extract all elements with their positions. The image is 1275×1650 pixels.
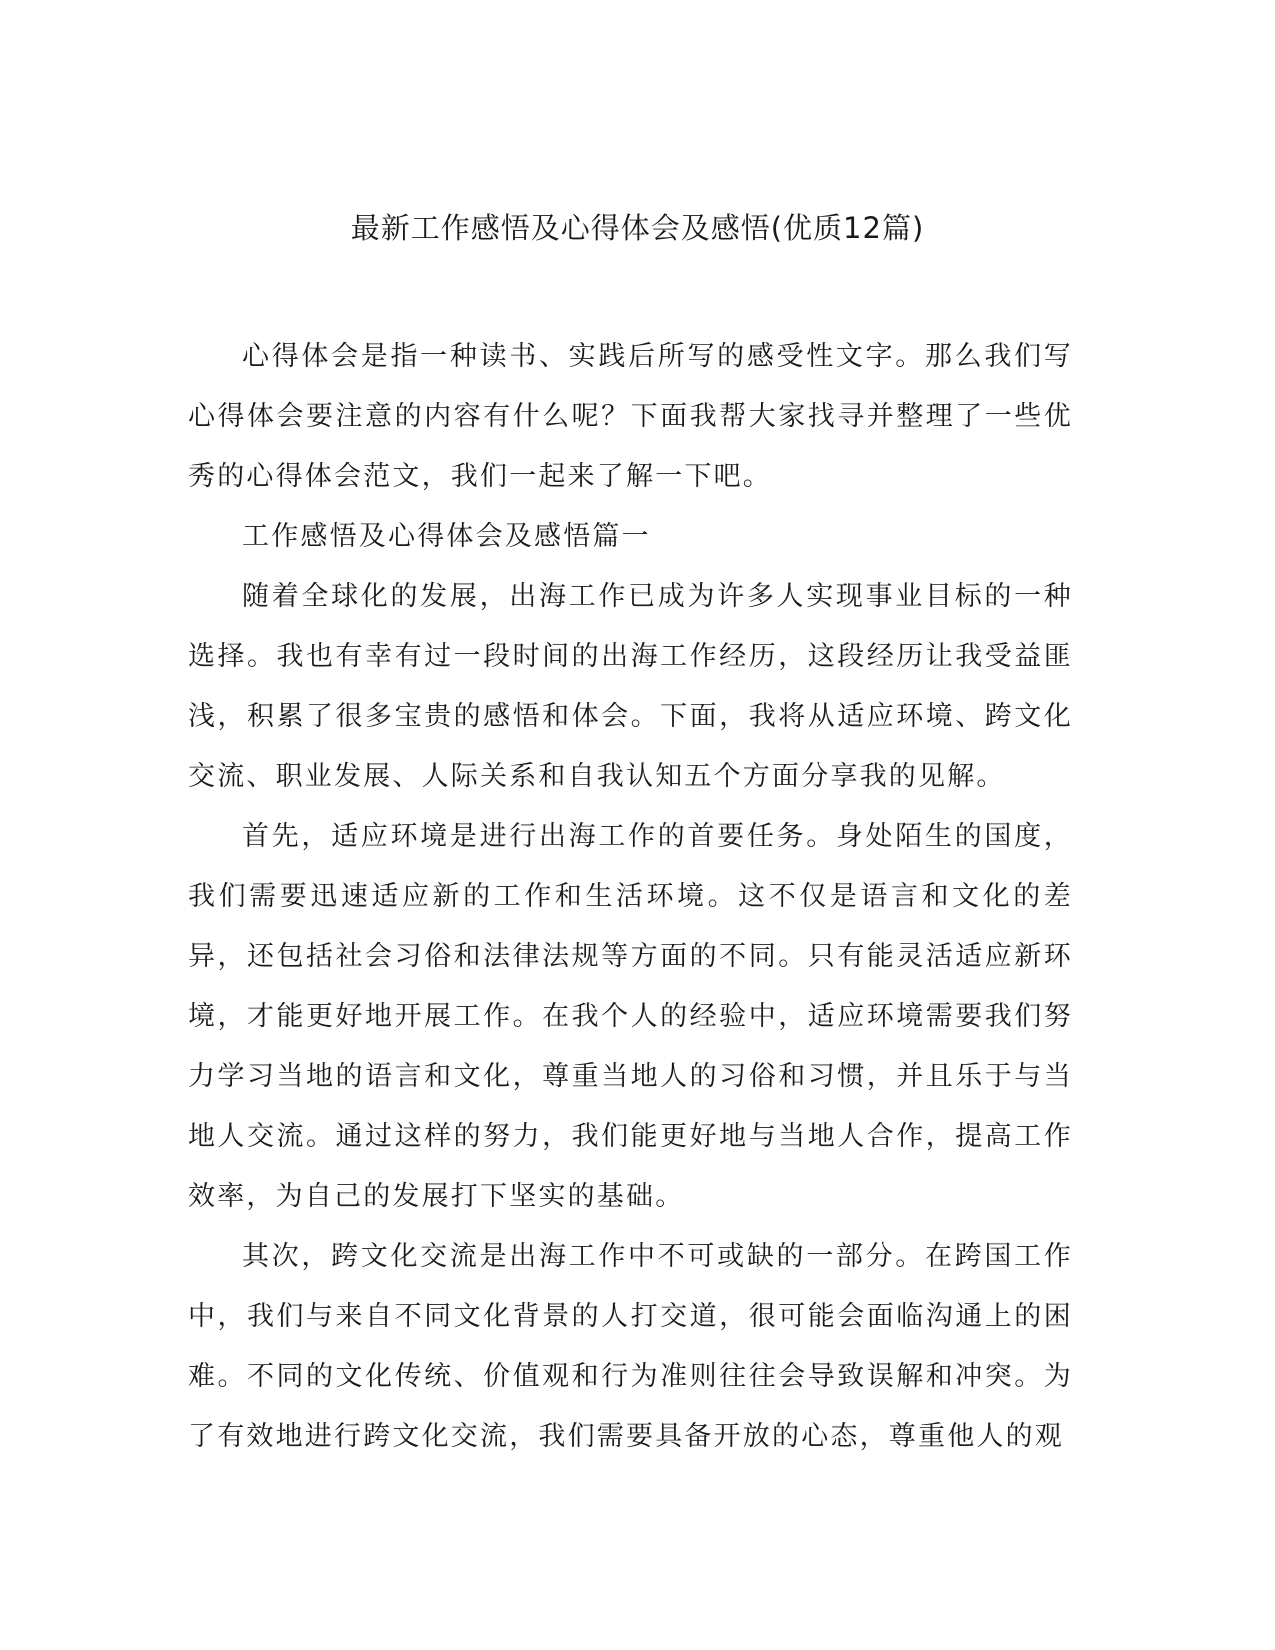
document-title: 最新工作感悟及心得体会及感悟(优质12篇) — [350, 211, 925, 245]
document-body — [188, 327, 1073, 1467]
section-heading: 工作感悟及心得体会及感悟篇一 — [242, 521, 651, 552]
body-paragraph: 其次，跨文化交流是出海工作中不可或缺的一部分。在跨国工作中，我们与来自不同文化背景的人打交道，很可能会面临沟通上的困难。不同的文化传统、价值观和行为准则往往会导致误解和冲突。为了有效地进行跨文化交流，我们需要具备开放的心态，尊重他人的观 — [188, 1241, 1073, 1452]
body-paragraph: 随着全球化的发展，出海工作已成为许多人实现事业目标的一种选择。我也有幸有过一段时间的出海工作经历，这段经历让我受益匪浅，积累了很多宝贵的感悟和体会。下面，我将从适应环境、跨文化交流、职业发展、人际关系和自我认知五个方面分享我的见解。 — [188, 581, 1073, 792]
intro-paragraph: 心得体会是指一种读书、实践后所写的感受性文字。那么我们写心得体会要注意的内容有什么呢？下面我帮大家找寻并整理了一些优秀的心得体会范文，我们一起来了解一下吧。 — [188, 341, 1073, 492]
body-paragraph: 首先，适应环境是进行出海工作的首要任务。身处陌生的国度，我们需要迅速适应新的工作和生活环境。这不仅是语言和文化的差异，还包括社会习俗和法律法规等方面的不同。只有能灵活适应新环境，才能更好地开展工作。在我个人的经验中，适应环境需要我们努力学习当地的语言和文化，尊重当地人的习俗和习惯，并且乐于与当地人交流。通过这样的努力，我们能更好地与当地人合作，提高工作效率，为自己的发展打下坚实的基础。 — [188, 821, 1073, 1212]
